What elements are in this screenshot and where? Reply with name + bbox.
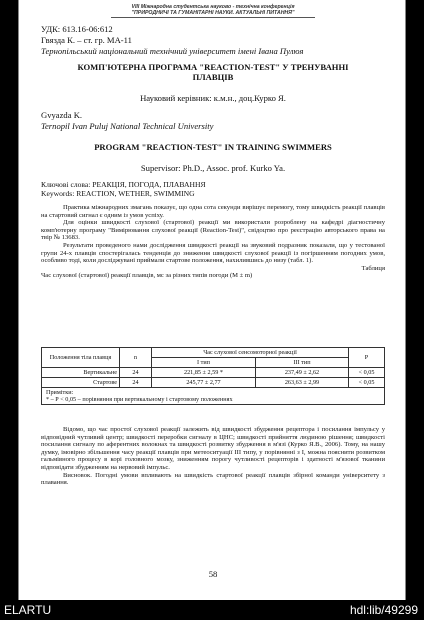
results-table <box>41 347 385 405</box>
cell-type3: 263,63 ± 2,99 <box>255 378 348 388</box>
header-rule <box>111 17 315 18</box>
author-en: Gvyazda K. <box>41 110 83 120</box>
body-text-top <box>41 204 385 280</box>
supervisor-en: Supervisor: Ph.D., Assoc. prof. Kurko Ya. <box>140 163 286 173</box>
title-ua-line2: ПЛАВЦІВ <box>192 72 234 82</box>
title-en: PROGRAM "REACTION-TEST" IN TRAINING SWIMMERS <box>94 142 332 152</box>
table-label: Таблиця <box>361 264 385 272</box>
conference-header-line2: "ПРИРОДНИЧІ ТА ГУМАНІТАРНІ НАУКИ. АКТУАЛЬНІ ПИТАННЯ" <box>131 10 295 16</box>
paragraph-4: Відомо, що час простої слухової реакції залежить від швидкості збудження рецептора і посилання імпульсу у відповідний чутливий центр; швидкості переробки сигналу в ЦНС; швидкості прийняття людиною рішення; швидкості посилання сигналу по аферентних волокнах та швидкості розвитку збудження в м'язі (Курко Я.В., 2006). Тому, на нашу думку, імовірно збільшення часу реакції плавців при метеоситуації ІІІ типу, у порівнянні з І, можна пояснити розвитком гальмівного процесу в корі головного мозку, зниженням порогу чутливості рецепторів і здатності м'язової тканини відповідати збудженням на нервовий імпульс. <box>41 426 385 471</box>
paragraph-3: Результати проведеного нами дослідження швидкості реакції на звуковий подразник показали, що у тестованої групи 24-х плавців спостерігалась тенденція до зниження швидкості слухової реакції із погіршенням погодних умов, особливо тоді, коли досліджувані приймали стартове положення, нахилившись до низу (табл. 1). <box>41 241 385 265</box>
table-row <box>42 368 385 378</box>
keywords-en: Keywords: REACTION, WETHER, SWIMMING <box>41 189 195 198</box>
supervisor-ua: Науковий керівник: к.м.н., доц.Курко Я. <box>140 93 286 103</box>
footer-repository-name: ELARTU <box>4 603 52 617</box>
paragraph-2: Для оцінки швидкості слухової (стартової) реакції ми використали розроблену на кафедрі діагностичну комп'ютерну програму "Вимірювання слухової реакції (Reaction-Test)", свідоцтво про реєстрацію авторського права на твір № 13683. <box>41 219 385 242</box>
cell-position: Стартове <box>42 378 120 388</box>
header-type3: ІІІ тип <box>255 358 348 368</box>
cell-type3: 237,49 ± 2,62 <box>255 368 348 378</box>
paragraph-5: Висновок. Погодні умови впливають на швидкість стартової реакції плавців збірної команди університету з плавання. <box>41 471 385 487</box>
table-row <box>42 378 385 388</box>
notes-title: Примітки: <box>46 389 74 396</box>
udk-code: УДК: 613.16-06:612 <box>41 24 113 34</box>
footer-handle-link[interactable]: hdl:lib/49299 <box>349 603 418 617</box>
conference-header-line1: VIII Міжнародна студентська науково - технічна конференція <box>131 4 295 10</box>
body-text-bottom <box>41 426 385 487</box>
table-header-row <box>42 348 385 358</box>
cell-position: Вертикальне <box>42 368 120 378</box>
table-notes <box>42 388 385 405</box>
keywords-ua: Ключові слова: РЕАКЦІЯ, ПОГОДА, ПЛАВАННЯ <box>41 180 206 189</box>
header-position: Положення тіла плавця <box>42 348 120 368</box>
footer-bar <box>0 600 424 620</box>
page-number: 58 <box>208 569 218 579</box>
header-time: Час слухової сенсомоторної реакції <box>152 348 349 358</box>
table-notes-row <box>42 388 385 405</box>
affiliation-ua: Тернопільський національний технічний університет імені Івана Пулюя <box>41 46 304 56</box>
author-ua: Гвязда К. – ст. гр. МА-11 <box>41 35 132 45</box>
cell-n: 24 <box>120 368 152 378</box>
document-page <box>18 0 406 600</box>
cell-n: 24 <box>120 378 152 388</box>
paragraph-1: Практика міжнародних змагань показує, що одна сота секунди вирішує перемогу, тому швидкість реакції плавців на стартовий сигнал є одним із умов успіху. <box>41 204 385 219</box>
cell-type1: 245,77 ± 2,77 <box>152 378 256 388</box>
header-n: n <box>120 348 152 368</box>
header-type1: І тип <box>152 358 256 368</box>
notes-text: * – Р < 0,05 – порівняння при вертикальному і стартовому положеннях <box>46 396 233 403</box>
cell-type1: 221,85 ± 2,59 * <box>152 368 256 378</box>
cell-p: < 0,05 <box>349 368 385 378</box>
header-p: P <box>349 348 385 368</box>
table-caption: Час слухової (стартової) реакції плавців, мс за різних типів погоди (M ± m) <box>41 272 253 280</box>
title-ua-line1: КОМП'ЮТЕРНА ПРОГРАМА "REACTION-TEST" У ТРЕНУВАННІ <box>77 62 349 72</box>
cell-p: < 0,05 <box>349 378 385 388</box>
affiliation-en: Ternopil Ivan Puluj National Technical University <box>41 121 214 131</box>
